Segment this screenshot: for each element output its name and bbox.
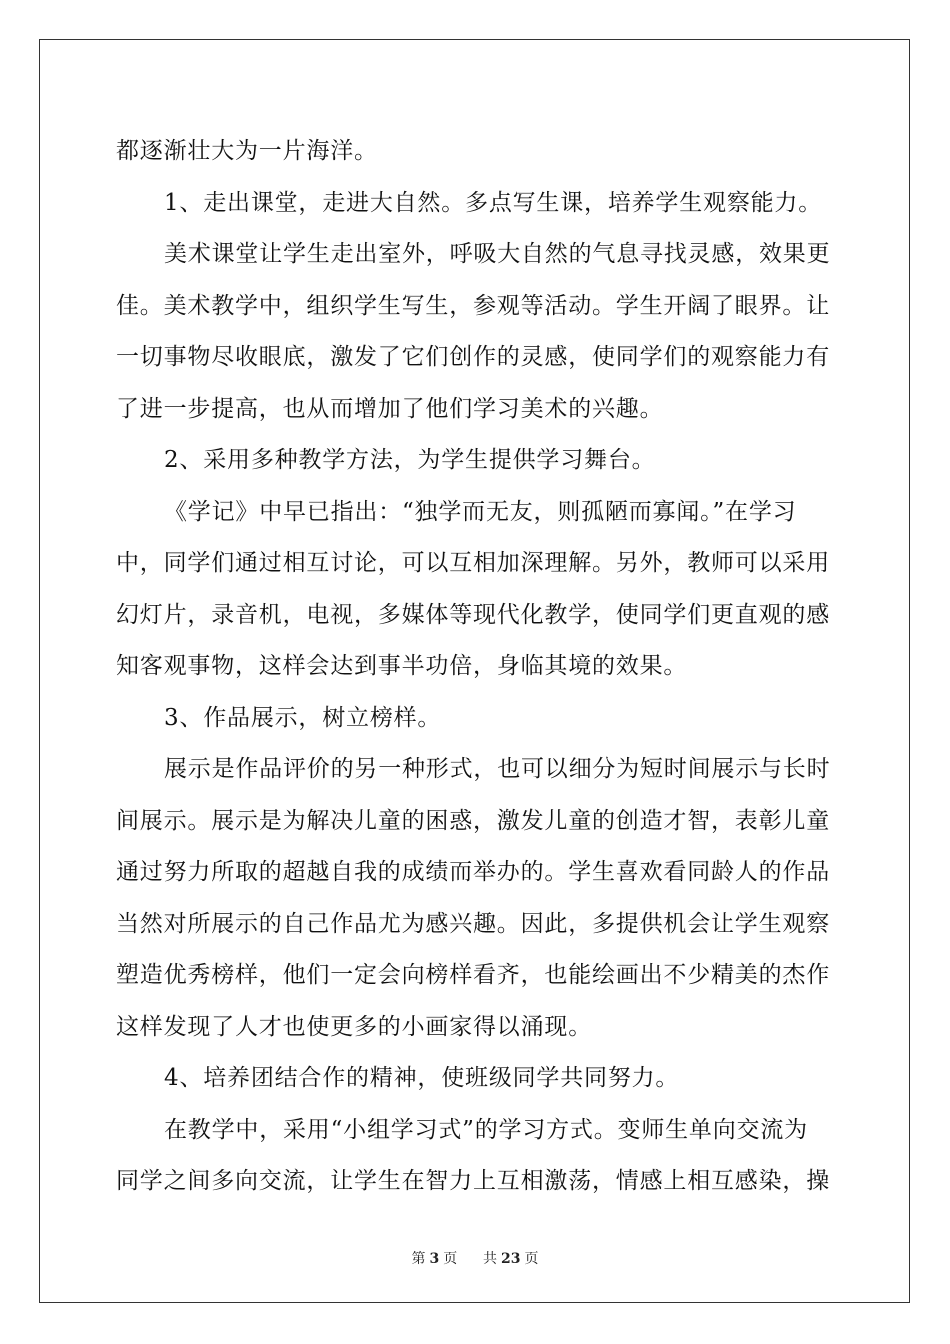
text-line: 了进一步提高，也从而增加了他们学习美术的兴趣。 (116, 395, 664, 422)
text-line: 美术课堂让学生走出室外，呼吸大自然的气息寻找灵感，效果更 (164, 241, 831, 267)
text-line: 1、走出课堂，走进大自然。多点写生课，培养学生观察能力。 (164, 189, 823, 216)
text-line: 塑造优秀榜样，他们一定会向榜样看齐，也能绘画出不少精美的杰作 (116, 962, 830, 988)
text-line: 幻灯片，录音机，电视，多媒体等现代化教学，使同学们更直观的感 (116, 601, 830, 628)
text-line: 中，同学们通过相互讨论，可以互相加深理解。另外，教师可以采用 (116, 550, 830, 576)
text-line: 这样发现了人才也使更多的小画家得以涌现。 (116, 1013, 592, 1040)
text-line: 知客观事物，这样会达到事半功倍，身临其境的效果。 (116, 653, 688, 679)
text-line: 都逐渐壮大为一片海洋。 (116, 138, 378, 164)
page-footer (0, 1248, 950, 1268)
text-line: 当然对所展示的自己作品尤为感兴趣。因此，多提供机会让学生观察 (116, 910, 830, 937)
document-body (116, 126, 836, 1208)
text-line: 3、作品展示，树立榜样。 (164, 704, 442, 731)
text-line: 4、培养团结合作的精神，使班级同学共同努力。 (164, 1065, 680, 1091)
text-line: 《学记》中早已指出：“独学而无友，则孤陋而寡闻。”在学习 (164, 498, 797, 525)
text-line: 一切事物尽收眼底，激发了它们创作的灵感，使同学们的观察能力有 (116, 344, 830, 370)
text-line: 在教学中，采用“小组学习式”的学习方式。变师生单向交流为 (164, 1116, 808, 1143)
text-line: 通过努力所取的超越自我的成绩而举办的。学生喜欢看同龄人的作品 (116, 859, 830, 885)
text-line: 间展示。展示是为解决儿童的困惑，激发儿童的创造才智，表彰儿童 (116, 807, 830, 834)
text-line: 佳。美术教学中，组织学生写生，参观等活动。学生开阔了眼界。让 (116, 292, 830, 319)
text-line: 2、采用多种教学方法，为学生提供学习舞台。 (164, 447, 656, 473)
total-pages-label: 共 23 页 (483, 1251, 539, 1267)
page-number-label: 第 3 页 (411, 1251, 458, 1267)
text-line: 展示是作品评价的另一种形式，也可以细分为短时间展示与长时 (164, 756, 831, 782)
text-line: 同学之间多向交流，让学生在智力上互相激荡，情感上相互感染，操 (116, 1168, 830, 1194)
